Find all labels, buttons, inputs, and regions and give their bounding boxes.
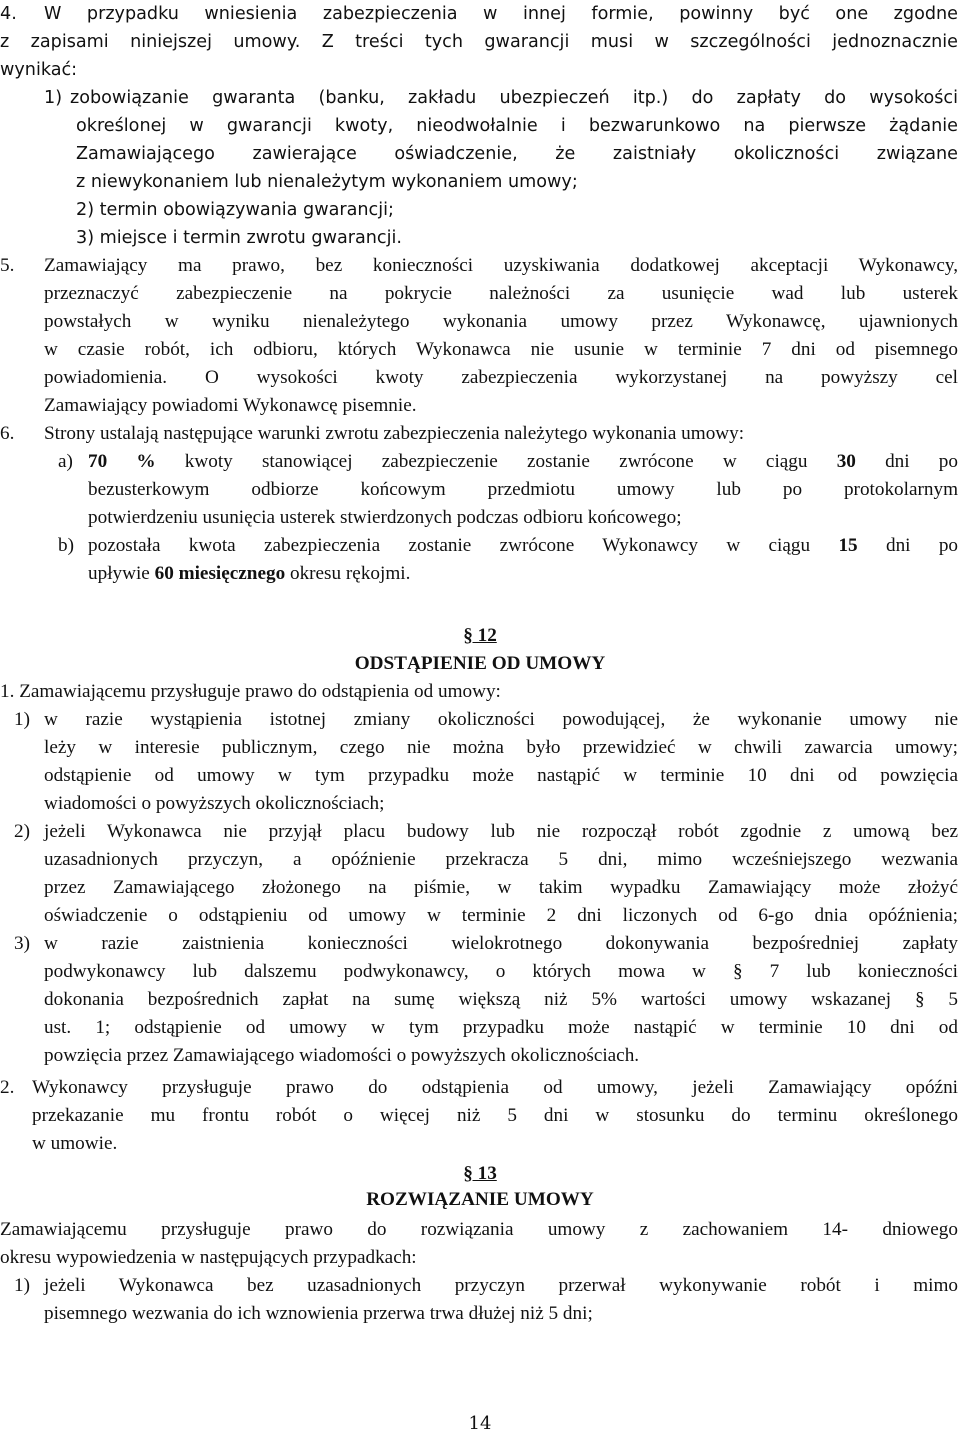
list-item-text: okresu rękojmi. [289, 563, 411, 584]
days-value: 30 [836, 451, 856, 472]
list-item-line: w razie zaistnienia konieczności wielokrotnego dokonywania bezpośredniej zapłaty [44, 933, 958, 954]
paragraph-line: z zapisami niniejszej umowy. Z treści tych gwarancji musi w szczególności jednoznacznie [0, 32, 958, 52]
paragraph-line: powstałych w wyniku nienależytego wykonania umowy przez Wykonawcę, ujawnionych [44, 311, 958, 332]
paragraph-number: 4. [0, 4, 17, 24]
paragraph-line: W przypadku wniesienia zabezpieczenia w innej formie, powinny być one zgodne [44, 4, 958, 24]
list-number: 2) [14, 821, 30, 842]
list-item-line: oświadczenie o odstąpieniu od umowy w terminie 2 dni liczonych od 6-go dnia opóźnienia; [44, 905, 958, 926]
section-title: ODSTĄPIENIE OD UMOWY [354, 653, 606, 674]
list-item-line: powzięcia przez Zamawiającego wiadomości o powyższych okolicznościach. [44, 1045, 640, 1066]
list-item-line: jeżeli Wykonawca bez uzasadnionych przyczyn przerwał wykonywanie robót i mimo [44, 1275, 958, 1296]
paragraph-line: powiadomienia. O wysokości kwoty zabezpieczenia wykorzystanej na powyższy cel [44, 367, 958, 388]
list-item-line [88, 448, 958, 476]
list-item-line: Zamawiającego zawierające oświadczenie, że zaistniały okoliczności związane [76, 144, 958, 164]
paragraph-line: Zamawiającemu przysługuje prawo do rozwiązania umowy z zachowaniem 14- dniowego [0, 1219, 958, 1240]
list-item-line: z niewykonaniem lub nienależytym wykonaniem umowy; [76, 172, 578, 192]
list-item-line: podwykonawcy lub dalszemu podwykonawcy, o których mowa w § 7 lub konieczności [44, 961, 958, 982]
list-label: a) [58, 451, 73, 472]
list-item-line: uzasadnionych przyczyn, a opóźnienie przekracza 5 dni, mimo wcześniejszego wezwania [44, 849, 958, 870]
list-item-line: bezusterkowym odbiorze końcowym przedmiotu umowy lub po protokolarnym [88, 479, 958, 500]
list-number: 1) [14, 709, 30, 730]
paragraph-line: przekazanie mu frontu robót o więcej niż 5 dni w stosunku do terminu określonego [32, 1105, 958, 1126]
list-item-line: jeżeli Wykonawca nie przyjął placu budowy lub nie rozpoczął robót zgodnie z umową bez [44, 821, 958, 842]
list-item-line: pisemnego wezwania do ich wznowienia przerwa trwa dłużej niż 5 dni; [44, 1303, 593, 1324]
list-item-line: leży w interesie publicznym, czego nie można było przewidzieć w chwili zawarcia umowy; [44, 737, 958, 758]
list-number: 3) [14, 933, 30, 954]
list-item-line: zobowiązanie gwaranta (banku, zakładu ubezpieczeń itp.) do zapłaty do wysokości [70, 88, 958, 108]
list-item-line: w razie wystąpienia istotnej zmiany okoliczności powodującej, że wykonanie umowy nie [44, 709, 958, 730]
paragraph-number: 6. [0, 423, 15, 444]
list-item-line [88, 532, 958, 560]
paragraph-line: Strony ustalają następujące warunki zwrotu zabezpieczenia należytego wykonania umowy: [44, 423, 745, 444]
section-title: ROZWIĄZANIE UMOWY [366, 1189, 594, 1210]
list-item-text: dni po [885, 451, 958, 472]
paragraph-line: okresu wypowiedzenia w następujących przypadkach: [0, 1247, 417, 1268]
list-item-line: potwierdzeniu usunięcia usterek stwierdzonych podczas odbioru końcowego; [88, 507, 682, 528]
list-item-text: upływie [88, 563, 150, 584]
list-item-line: wiadomości o powyższych okolicznościach; [44, 793, 385, 814]
paragraph-line: przeznaczyć zabezpieczenie na pokrycie należności za usunięcie wad lub usterek [44, 283, 958, 304]
paragraph-line: Zamawiający powiadomi Wykonawcę pisemnie. [44, 395, 417, 416]
list-item-line: odstąpienie od umowy w tym przypadku może nastąpić w terminie 10 dni od powzięcia [44, 765, 958, 786]
page-number: 14 [468, 1413, 492, 1434]
section-number: § 13 [463, 1163, 497, 1184]
list-item-text: dni po [885, 535, 959, 556]
list-item-text: kwoty stanowiącej zabezpieczenie zostanie zwrócone w ciągu [184, 451, 808, 472]
list-label: b) [58, 535, 74, 556]
paragraph-line: Zamawiający ma prawo, bez konieczności uzyskiwania dodatkowej akceptacji Wykonawcy, [44, 255, 958, 276]
percent-value: 70 % [88, 451, 156, 472]
period-value: 60 miesięcznego [154, 563, 286, 584]
list-item-line: ust. 1; odstąpienie od umowy w tym przypadku może nastąpić w terminie 10 dni od [44, 1017, 958, 1038]
paragraph-number: 2. [0, 1077, 15, 1098]
paragraph-number: 5. [0, 255, 15, 276]
paragraph-line: 1. Zamawiającemu przysługuje prawo do odstąpienia od umowy: [0, 681, 501, 702]
paragraph-line: Wykonawcy przysługuje prawo do odstąpienia od umowy, jeżeli Zamawiający opóźni [32, 1077, 958, 1098]
paragraph-line: wynikać: [0, 60, 78, 80]
list-number: 1) [44, 88, 63, 108]
list-item-line: określonej w gwarancji kwoty, nieodwołalnie i bezwarunkowo na pierwsze żądanie [76, 116, 958, 136]
list-item-line [88, 560, 410, 588]
paragraph-line: w umowie. [32, 1133, 118, 1154]
list-item-line: dokonania bezpośrednich zapłat na sumę większą niż 5% wartości umowy wskazanej § 5 [44, 989, 958, 1010]
days-value: 15 [838, 535, 858, 556]
paragraph-line: w czasie robót, ich odbioru, których Wykonawca nie usunie w terminie 7 dni od pisemnego [44, 339, 958, 360]
section-number: § 12 [463, 625, 497, 646]
list-item: 2) termin obowiązywania gwarancji; [76, 200, 394, 220]
list-number: 1) [14, 1275, 30, 1296]
list-item-text: pozostała kwota zabezpieczenia zostanie zwrócone Wykonawcy w ciągu [88, 535, 811, 556]
list-item-line: przez Zamawiającego złożonego na piśmie, w takim wypadku Zamawiający może złożyć [44, 877, 958, 898]
list-item: 3) miejsce i termin zwrotu gwarancji. [76, 228, 402, 248]
